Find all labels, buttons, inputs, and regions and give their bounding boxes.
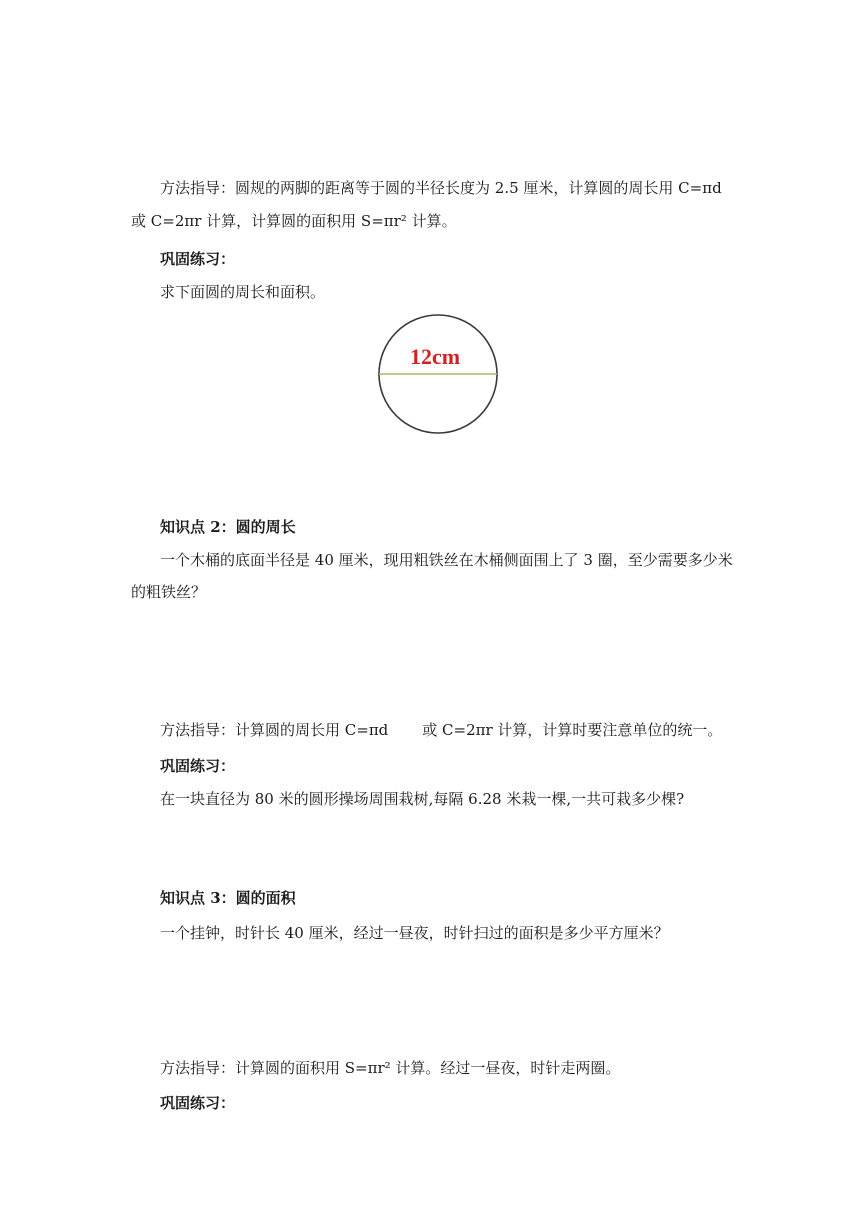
method-guide-part: 或 C=2πr 计算，计算时要注意单位的统一。 bbox=[422, 721, 723, 739]
method-guide-part: 方法指导：计算圆的周长用 C=πd bbox=[160, 721, 389, 739]
knowledge-point-heading: 知识点 3：圆的面积 bbox=[160, 889, 296, 907]
method-guide-text: 方法指导：计算圆的面积用 S=πr² 计算。经过一昼夜，时针走两圈。 bbox=[160, 1059, 621, 1077]
practice-heading: 巩固练习： bbox=[160, 250, 236, 268]
method-guide-text: 方法指导：圆规的两脚的距离等于圆的半径长度为 2.5 厘米，计算圆的周长用 C=πd bbox=[160, 179, 722, 197]
knowledge-point-heading: 知识点 2：圆的周长 bbox=[160, 518, 296, 536]
practice-question: 求下面圆的周长和面积。 bbox=[160, 283, 326, 301]
practice-heading: 巩固练习： bbox=[160, 1094, 236, 1112]
problem-text: 一个木桶的底面半径是 40 厘米，现用粗铁丝在木桶侧面围上了 3 圈，至少需要多少米 bbox=[160, 551, 733, 569]
problem-text: 一个挂钟，时针长 40 厘米，经过一昼夜，时针扫过的面积是多少平方厘米？ bbox=[160, 924, 669, 942]
method-guide-text bbox=[160, 720, 722, 740]
diameter-label: 12cm bbox=[409, 344, 461, 369]
practice-question: 在一块直径为 80 米的圆形操场周围栽树,每隔 6.28 米栽一棵,一共可栽多少棵? bbox=[160, 790, 685, 808]
problem-text-continued: 的粗铁丝？ bbox=[131, 583, 207, 601]
circle-diagram bbox=[377, 313, 499, 435]
practice-heading: 巩固练习： bbox=[160, 757, 236, 775]
method-guide-text-continued: 或 C=2πr 计算，计算圆的面积用 S=πr² 计算。 bbox=[131, 212, 457, 230]
